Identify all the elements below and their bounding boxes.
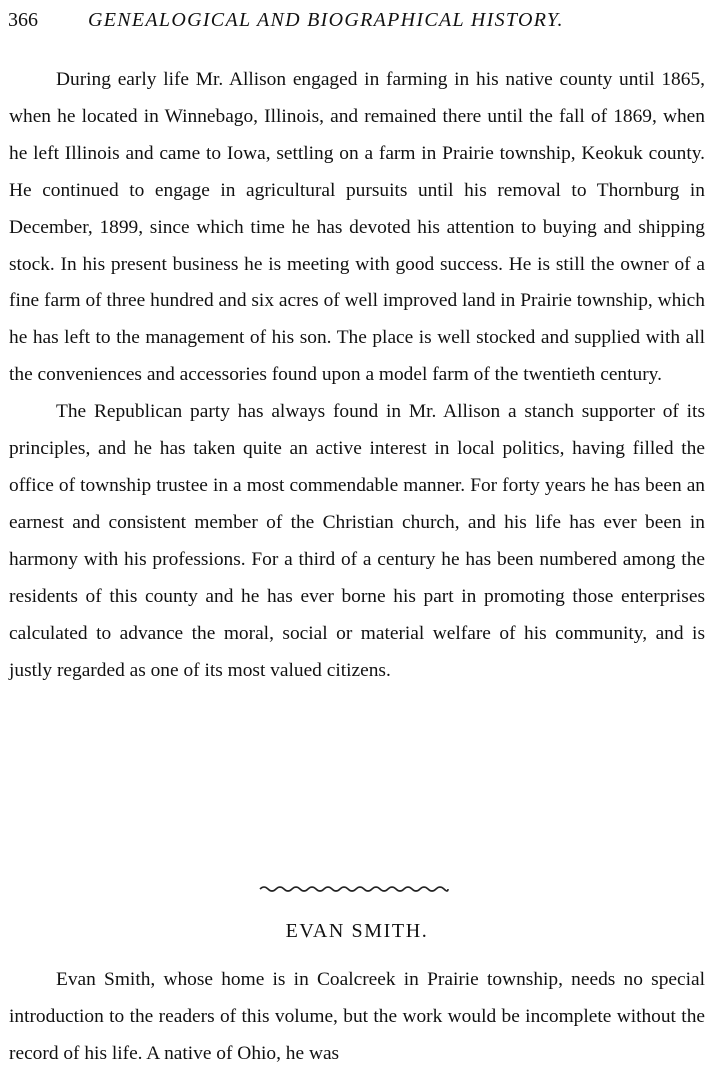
paragraph-smith-intro: Evan Smith, whose home is in Coalcreek in Prairie township, needs no special introduction to the readers of this volume, but the work would be incomplete without the record of his life. A native of Ohio, he was [9, 969, 705, 1064]
paragraph-politics: The Republican party has always found in Mr. Allison a stanch supporter of its principles, and he has taken quite an active interest in local politics, having filled the office of township trustee in a most commendable manner. For forty years he has been an earnest and consistent member of the Christian church, and his life has ever been in harmony with his professions. For a third of a century he has been numbered among the residents of this county and he has ever borne his part in promoting those enterprises calculated to advance the moral, social or material welfare of his community, and is justly regarded as one of its most valued citizens. [9, 401, 705, 681]
paragraph-farming: During early life Mr. Allison engaged in farming in his native county until 1865, when he located in Winnebago, Illinois, and remained there until the fall of 1869, when he left Illinois and came to Iowa, settling on a farm in Prairie township, Keokuk county. He continued to engage in agricultural pursuits until his removal to Thornburg in December, 1899, since which time he has devoted his attention to buying and shipping stock. In his present business he is meeting with good success. He is still the owner of a fine farm of three hundred and six acres of well improved land in Prairie township, which he has left to the management of his son. The place is well stocked and supplied with all the conveniences and accessories found upon a model farm of the twentieth century. [9, 69, 705, 386]
section-heading: EVAN SMITH. [285, 920, 429, 942]
running-head [8, 6, 706, 34]
page-number: 366 [8, 9, 38, 31]
smith-biography-text [9, 962, 705, 1073]
section-divider-ornament [258, 884, 450, 894]
running-title: GENEALOGICAL AND BIOGRAPHICAL HISTORY. [88, 9, 564, 31]
allison-biography-text [9, 62, 705, 689]
